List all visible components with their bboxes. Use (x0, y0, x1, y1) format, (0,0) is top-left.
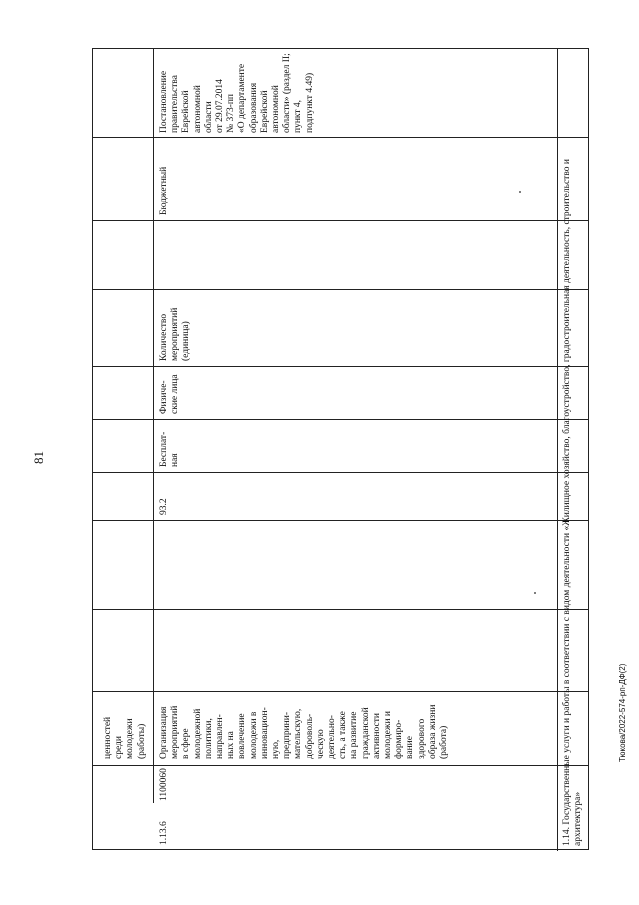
row-payment: Бесплат- ная (159, 431, 181, 467)
row-code: 1100060 (159, 768, 169, 801)
row-indicator: Количество мероприятий (единица) (159, 307, 192, 361)
services-table (92, 48, 589, 850)
continuation-cell: ценностей среди молодежи (работы) (103, 716, 147, 759)
column-divider (93, 137, 588, 138)
column-divider (93, 691, 588, 692)
row-type: Бюджетный (159, 166, 169, 215)
column-divider (93, 220, 588, 221)
column-divider (93, 609, 588, 610)
page-number: 81 (31, 451, 46, 464)
row-name: Организация мероприятий в сфере молодежной политики, направлен- ных на вовлечение молодежи в инновацион- ную, предприни- мательскую, доброволь- ческую деятельно- сть, а также на развитие гражданской активности молодежи и формиро- вание здорового образа жизни (работа) (159, 704, 450, 759)
column-divider (93, 472, 588, 473)
row-divider (557, 49, 558, 851)
row-number: 1.13.6 (159, 821, 169, 845)
scan-speck (519, 191, 521, 193)
column-divider (93, 765, 588, 766)
row-okved: 93.2 (159, 498, 169, 515)
column-divider (93, 419, 588, 420)
section-title: 1.14. Государственные услуги и работы в соответствии с видом деятельности «Жилищное хозяйство, благоустройство, градостроительная деятельность, строительство и архитектура» (562, 159, 584, 846)
column-divider (93, 289, 588, 290)
scan-speck (534, 592, 536, 594)
column-divider (93, 520, 588, 521)
row-consumers: Физиче- ские лица (159, 374, 181, 414)
column-divider (93, 366, 588, 367)
row-divider (153, 49, 154, 803)
row-basis: Постановление правительства Еврейской автономной области от 29.07.2014 № 373-пп «О департаменте образования Еврейской автономной области» (раздел II; пункт 4, подпункт 4.49) (159, 53, 315, 133)
footer-code: Тюкова/2022-574-рп-ДФ(2) (618, 663, 627, 762)
